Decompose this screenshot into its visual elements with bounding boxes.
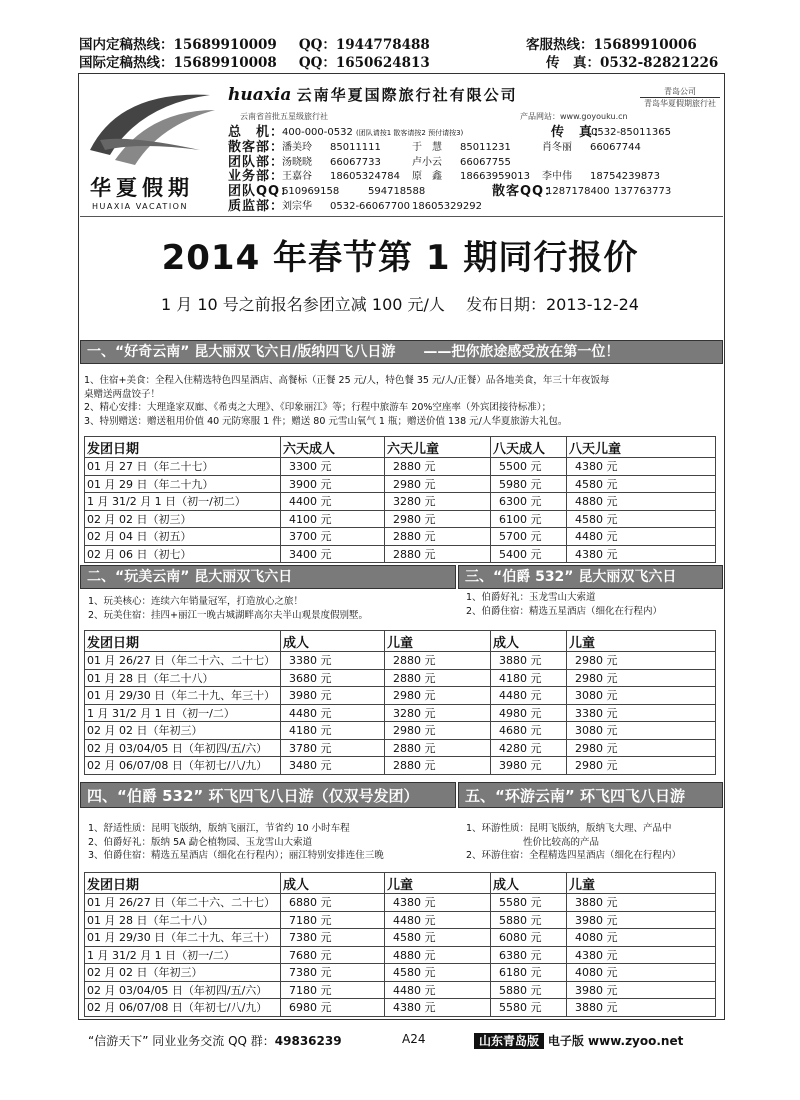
price-cell: 2880 元 [385,528,491,546]
table-row [85,510,716,528]
table-body [85,652,716,775]
table-row [85,545,716,563]
table-header-row [85,437,716,458]
price-cell: 4100 元 [281,510,385,528]
domestic-hotline-label: 国内定稿热线： [79,37,174,53]
price-cell: 3880 元 [491,652,567,670]
qq2-value: 1650624813 [335,55,430,71]
col-header: 成人 [491,873,567,894]
contact-row-zhijian [228,200,718,215]
section-4-5-price-table [84,872,716,1017]
table-row [85,687,716,705]
zongji-label: 总 机： [228,125,285,140]
date-cell: 01 月 26/27 日（年二十六、二十七） [85,894,281,912]
table-body [85,458,716,563]
note-line: 3、特别赠送：赠送租用价值 40 元防寒服 1 件；赠送 80 元雪山氧气 1 瓶；赠送价值 138 元/人华夏旅游大礼包。 [84,415,568,427]
section-1-header: 一、“好奇云南” 昆大丽双飞六日/版纳四飞八日游 ——把你旅途感受放在第一位！ [80,340,723,364]
date-cell: 02 月 02 日（初三） [85,510,281,528]
price-cell: 3880 元 [567,999,716,1017]
table-row [85,946,716,964]
date-cell: 01 月 27 日（年二十七） [85,458,281,476]
table-row [85,757,716,775]
zhijian-name: 刘宗华 [282,200,312,212]
price-cell: 2880 元 [385,739,491,757]
price-cell: 3980 元 [567,981,716,999]
footer-left [88,1032,342,1049]
table-row [85,981,716,999]
price-cell: 6380 元 [491,946,567,964]
col-header: 儿童 [385,631,491,652]
branch-top: 青岛公司 [664,87,696,96]
price-cell: 5500 元 [491,458,567,476]
domestic-hotline-value: 15689910009 [173,37,277,53]
price-cell: 7180 元 [281,911,385,929]
logo-en: HUAXIA VACATION [92,202,188,211]
price-cell: 4880 元 [385,946,491,964]
section-4-header: 四、“伯爵 532” 环飞四飞八日游（仅双号发团） [80,782,456,808]
service-hotline [526,36,697,54]
table-row [85,493,716,511]
table-row [85,669,716,687]
tuanqq-number: 594718588 [368,186,426,198]
price-cell: 4480 元 [567,528,716,546]
price-cell: 4380 元 [567,545,716,563]
company-latin: huaxia [228,85,292,105]
section-3-header: 三、“伯爵 532” 昆大丽双飞六日 [458,565,723,589]
price-cell: 3700 元 [281,528,385,546]
page-number: A24 [402,1032,426,1046]
col-header: 八天儿童 [567,437,716,458]
price-cell: 2880 元 [385,757,491,775]
price-cell: 3080 元 [567,687,716,705]
price-cell: 3280 元 [385,493,491,511]
price-cell: 4580 元 [567,475,716,493]
col-header: 八天成人 [491,437,567,458]
date-cell: 02 月 03/04/05 日（年初四/五/六） [85,739,281,757]
date-cell: 01 月 29/30 日（年二十九、年三十） [85,687,281,705]
yewu-name: 李中伟 [542,171,572,183]
price-cell: 4080 元 [567,964,716,982]
price-cell: 2980 元 [385,475,491,493]
price-cell: 2980 元 [385,722,491,740]
note-line: 1、住宿+美食：全程入住精选特色四星酒店、高餐标（正餐 25 元/人，特色餐 35 元/人/正餐）品各地美食，年三十年夜饭每 [84,375,610,386]
price-cell: 3980 元 [281,687,385,705]
website: 产品网站：www.goyouku.cn [520,112,628,121]
tuanqq-number: 610969158 [282,186,340,198]
sankeqq-label: 散客QQ： [492,184,559,200]
contact-row-yewu [228,170,718,185]
table-row [85,964,716,982]
tuanqq-label: 团队QQ： [228,184,295,200]
price-cell: 3980 元 [567,911,716,929]
sanke-phone: 66067744 [590,141,641,153]
branch-block [640,86,720,109]
price-cell: 2980 元 [567,669,716,687]
price-cell: 7180 元 [281,981,385,999]
footer-website: 电子版 www.zyoo.net [547,1034,684,1048]
price-cell: 4580 元 [567,510,716,528]
col-header: 发团日期 [85,437,281,458]
yewu-phone: 18605324784 [330,171,400,183]
company-name [228,84,518,105]
price-cell: 3980 元 [491,757,567,775]
date-cell: 01 月 26/27 日（年二十六、二十七） [85,652,281,670]
price-cell: 2980 元 [567,652,716,670]
tagline: 云南省首批五星级旅行社 [240,112,328,121]
note-line: 2、环游住宿：全程精选四星酒店（细化在行程内） [466,850,682,861]
col-header: 发团日期 [85,873,281,894]
price-cell: 6980 元 [281,999,385,1017]
price-cell: 6180 元 [491,964,567,982]
price-cell: 5580 元 [491,894,567,912]
date-cell: 01 月 29 日（年二十九） [85,475,281,493]
company-cn: 云南华夏国際旅行社有限公司 [296,86,518,104]
note-line: 2、伯爵住宿：精选五星酒店（细化在行程内） [466,605,663,617]
page-subtitle: 1 月 10 号之前报名参团立减 100 元/人 发布日期：2013-12-24 [161,295,639,314]
price-cell: 6100 元 [491,510,567,528]
date-cell: 01 月 28 日（年二十八） [85,669,281,687]
section-2-header: 二、“玩美云南” 昆大丽双飞六日 [80,565,456,589]
price-cell: 6300 元 [491,493,567,511]
note-line: 3、伯爵住宿：精选五星酒店（细化在行程内）；丽江特别安排连住三晚 [88,850,384,861]
fax-label: 传 真： [546,55,600,71]
table-row [85,652,716,670]
date-cell: 02 月 06/07/08 日（年初七/八/九） [85,999,281,1017]
date-cell: 02 月 06/07/08 日（年初七/八/九） [85,757,281,775]
price-cell: 3300 元 [281,458,385,476]
note-line: 性价比较高的产品 [466,836,600,848]
contact-row-qq [228,185,718,200]
col-header: 儿童 [567,631,716,652]
col-header: 儿童 [567,873,716,894]
date-cell: 1 月 31/2 月 1 日（初一/二） [85,704,281,722]
branch-bottom: 青岛华夏假期旅行社 [640,97,720,109]
price-cell: 5880 元 [491,911,567,929]
col-header: 儿童 [385,873,491,894]
contact-fax-label: 传 真： [551,125,608,140]
price-cell: 6080 元 [491,929,567,947]
price-cell: 3380 元 [281,652,385,670]
header-divider [80,216,723,217]
note-line: 1、伯爵好礼：玉龙雪山大索道 [466,592,596,603]
footer-right [474,1032,683,1049]
swoosh-logo-icon [80,80,220,170]
contact-fax-value: 0532-85011365 [591,127,671,138]
qq1-label: QQ： [298,37,336,53]
zhijian-phone: 0532-66067700 [330,200,410,212]
table-row [85,739,716,757]
price-cell: 4380 元 [567,458,716,476]
price-cell: 4480 元 [281,704,385,722]
col-header: 六天成人 [281,437,385,458]
price-cell: 2980 元 [567,739,716,757]
sanke-name: 于 慧 [412,141,442,153]
price-cell: 4380 元 [385,894,491,912]
price-cell: 6880 元 [281,894,385,912]
note-line: 2、精心安排：大理逢家双廊、《希夷之大理》、《印象丽江》等；行程中旅游车 20%空座率（外宾团接待标准）； [84,402,552,413]
table-row [85,722,716,740]
price-cell: 2880 元 [385,669,491,687]
table-header-row [85,631,716,652]
date-cell: 1 月 31/2 月 1 日（初一/二） [85,946,281,964]
table-row [85,929,716,947]
contact-row-zongji [228,126,718,141]
tuandui-phone: 66067755 [460,156,511,168]
col-header: 成人 [491,631,567,652]
zongji-value: 400-000-0532 [282,127,353,138]
tuandui-label: 团队部： [228,154,285,170]
hotline-row-2 [79,54,430,72]
note-line: 1、玩美核心：连续六年销量冠军，打造放心之旅！ [88,596,304,607]
page-title: 2014 年春节第 1 期同行报价 [161,238,639,278]
section-5-notes [466,822,681,863]
note-line: 1、环游性质：昆明飞版纳，版纳飞大理、产品中 [466,823,672,834]
date-cell: 1 月 31/2 月 1 日（初一/初二） [85,493,281,511]
yewu-phone: 18754239873 [590,171,660,183]
contact-row-tuandui [228,156,718,171]
qq1-value: 1944778488 [335,37,430,53]
tuandui-name: 卢小云 [412,156,442,168]
price-cell: 4280 元 [491,739,567,757]
table-body [85,894,716,1017]
price-cell: 3080 元 [567,722,716,740]
price-cell: 3380 元 [567,704,716,722]
qq2-label: QQ： [298,55,336,71]
service-hotline-label: 客服热线： [526,37,594,53]
contact-row-sanke [228,141,718,156]
price-cell: 3280 元 [385,704,491,722]
price-cell: 4380 元 [385,999,491,1017]
section-4-notes [88,822,384,863]
table-row [85,458,716,476]
yewu-name: 原 鑫 [412,171,442,183]
intl-hotline-value: 15689910008 [173,55,277,71]
service-hotline-value: 15689910006 [593,37,697,53]
section-2-3-price-table [84,630,716,775]
table-row [85,911,716,929]
note-line: 1、舒适性质：昆明飞版纳，版纳飞丽江，节省约 10 小时车程 [88,823,350,834]
price-cell: 2980 元 [385,687,491,705]
price-cell: 4480 元 [491,687,567,705]
col-header: 发团日期 [85,631,281,652]
section-1-price-table [84,436,716,563]
price-cell: 2980 元 [567,757,716,775]
sanke-label: 散客部： [228,139,285,155]
note-line: 2、玩美住宿：挂四+丽江一晚古城湖畔高尔夫半山观景度假别墅。 [88,609,369,621]
logo-cn: 华夏假期 [90,176,194,200]
price-cell: 5400 元 [491,545,567,563]
section-3-notes [466,591,662,618]
table-row [85,999,716,1017]
zongji-note: (团队请按1 散客请按2 预付请按3) [356,129,464,137]
date-cell: 01 月 28 日（年二十八） [85,911,281,929]
price-cell: 5880 元 [491,981,567,999]
edition-badge: 山东青岛版 [474,1033,544,1049]
fax-value: 0532-82821226 [600,55,719,71]
price-cell: 7380 元 [281,929,385,947]
tuandui-name: 汤晓晓 [282,156,312,168]
price-cell: 3680 元 [281,669,385,687]
section-1-notes [84,374,609,428]
price-cell: 4180 元 [491,669,567,687]
price-cell: 5580 元 [491,999,567,1017]
price-cell: 4980 元 [491,704,567,722]
price-cell: 7680 元 [281,946,385,964]
price-cell: 4180 元 [281,722,385,740]
col-header: 成人 [281,631,385,652]
intl-hotline-label: 国际定稿热线： [79,55,174,71]
table-row [85,894,716,912]
price-cell: 2880 元 [385,652,491,670]
yewu-phone: 18663959013 [460,171,530,183]
date-cell: 02 月 06 日（初七） [85,545,281,563]
price-cell: 3400 元 [281,545,385,563]
sanke-name: 肖冬丽 [542,141,572,153]
date-cell: 02 月 04 日（初五） [85,528,281,546]
contact-block [228,126,718,215]
hotline-row-1 [79,36,430,54]
price-cell: 4680 元 [491,722,567,740]
price-cell: 4480 元 [385,981,491,999]
price-cell: 3900 元 [281,475,385,493]
sanke-phone: 85011231 [460,141,511,153]
price-cell: 2880 元 [385,458,491,476]
date-cell: 01 月 29/30 日（年二十九、年三十） [85,929,281,947]
price-cell: 7380 元 [281,964,385,982]
col-header: 六天儿童 [385,437,491,458]
col-header: 成人 [281,873,385,894]
fax-line [546,54,718,72]
sanke-name: 潘美玲 [282,141,312,153]
yewu-label: 业务部： [228,169,285,185]
brand-logo [80,80,220,210]
price-cell: 2980 元 [385,510,491,528]
date-cell: 02 月 02 日（年初三） [85,964,281,982]
price-cell: 3780 元 [281,739,385,757]
price-cell: 2880 元 [385,545,491,563]
zhijian-label: 质监部： [228,198,285,214]
price-cell: 4080 元 [567,929,716,947]
sankeqq-number: 1287178400 [546,186,610,198]
section-5-header: 五、“环游云南” 环飞四飞八日游 [458,782,723,808]
zhijian-phone: 18605329292 [412,200,482,212]
price-cell: 4480 元 [385,911,491,929]
date-cell: 02 月 02 日（年初三） [85,722,281,740]
note-line: 2、伯爵好礼：版纳 5A 勐仑植物园、玉龙雪山大索道 [88,836,313,848]
price-cell: 4580 元 [385,964,491,982]
price-cell: 5700 元 [491,528,567,546]
price-cell: 3880 元 [567,894,716,912]
table-row [85,528,716,546]
price-cell: 4400 元 [281,493,385,511]
price-cell: 5980 元 [491,475,567,493]
yewu-name: 王嘉谷 [282,171,312,183]
footer-qq-label: “信游天下” 同业业务交流 QQ 群： [88,1034,275,1048]
price-cell: 4880 元 [567,493,716,511]
table-header-row [85,873,716,894]
sankeqq-number: 137763773 [614,186,672,198]
tuandui-phone: 66067733 [330,156,381,168]
table-row [85,704,716,722]
note-line: 桌赠送两盘饺子！ [84,388,161,400]
table-row [85,475,716,493]
section-2-notes [88,595,368,622]
date-cell: 02 月 03/04/05 日（年初四/五/六） [85,981,281,999]
price-cell: 3480 元 [281,757,385,775]
price-cell: 4580 元 [385,929,491,947]
sanke-phone: 85011111 [330,141,381,153]
footer-qq-number: 49836239 [274,1034,342,1048]
price-cell: 4380 元 [567,946,716,964]
